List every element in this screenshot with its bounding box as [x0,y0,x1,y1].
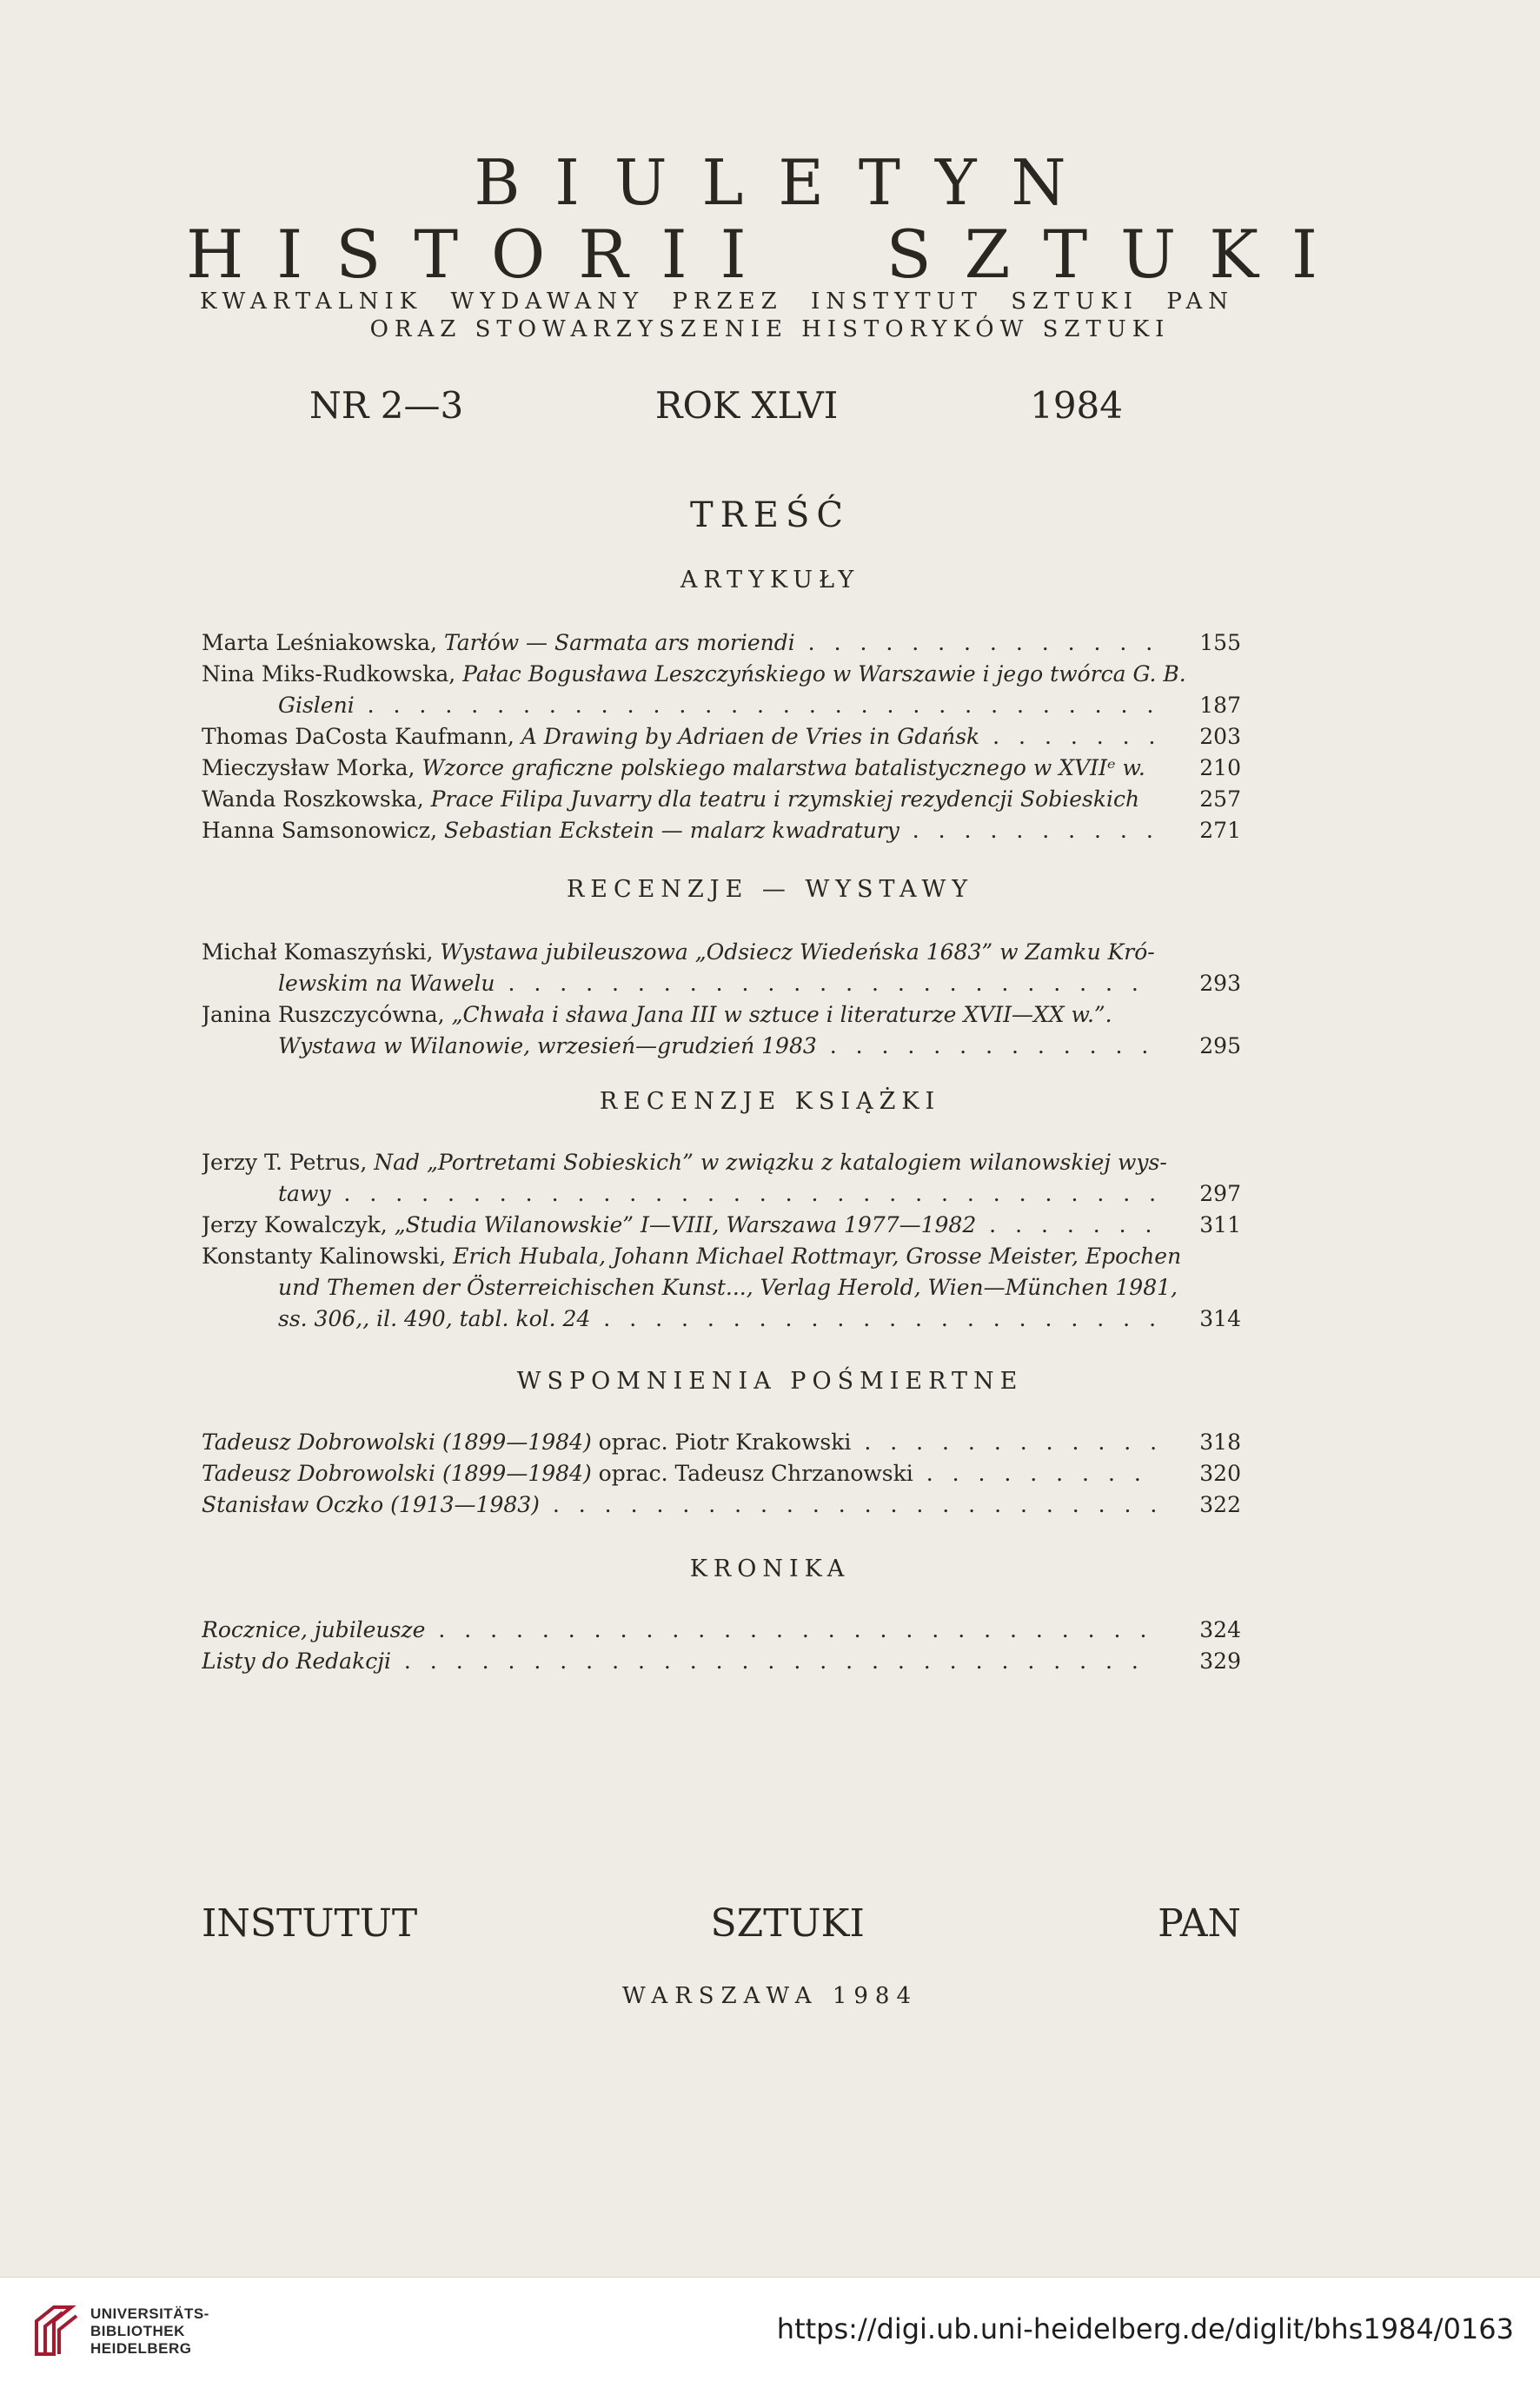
toc-entry[interactable]: Hanna Samsonowicz, Sebastian Eckstein — malarz kwadratury . . . 271 [202,815,1241,846]
page-number: 318 [1199,1429,1241,1455]
toc-entry-continuation: Wystawa w Wilanowie, wrzesień—grudzień 1983 . . . 295 [202,1031,1241,1062]
toc-entry[interactable]: Jerzy T. Petrus, Nad „Portretami Sobieskich” w związku z katalogiem wilanowskiej wys- [202,1150,1167,1175]
page-number: 322 [1199,1492,1241,1517]
page-number: 293 [1199,971,1241,996]
issue-year: 1984 [1030,384,1123,427]
toc-entry[interactable]: Stanisław Oczko (1913—1983) . . . 322 [202,1489,1241,1521]
library-name: UNIVERSITÄTS- BIBLIOTHEK HEIDELBERG [90,2305,209,2357]
page-number: 311 [1199,1212,1241,1237]
journal-title-line2: HISTORII SZTUKI [186,216,1351,293]
toc-entry[interactable]: Janina Ruszczycówna, „Chwała i sława Jana III w sztuce i literaturze XVII—XX w.”. [202,1002,1112,1027]
page-number: 295 [1199,1033,1241,1058]
page-number: 297 [1199,1181,1241,1206]
journal-title-line1: BIULETYN [474,146,1101,219]
page-number: 203 [1199,724,1241,749]
toc-entry-continuation: tawy . . . 297 [202,1178,1241,1210]
page-number: 271 [1199,818,1241,843]
page-number: 257 [1199,786,1241,812]
section-heading-wspomnienia: WSPOMNIENIA POŚMIERTNE [516,1368,1024,1395]
journal-subtitle-line2: ORAZ STOWARZYSZENIE HISTORYKÓW SZTUKI [369,316,1171,342]
toc-exhibition-reviews [202,937,1241,1062]
toc-entry[interactable]: Mieczysław Morka, Wzorce graficzne polskiego malarstwa batalistycznego w XVIIᵉ w. 210 [202,753,1241,784]
issue-volume: ROK XLVI [654,384,839,427]
issue-info [309,384,1123,427]
toc-entry-continuation: Gisleni . . . 187 [202,690,1241,721]
page-number: 329 [1199,1648,1241,1674]
toc-entry[interactable]: Listy do Redakcji . . . 329 [202,1646,1241,1677]
toc-entry[interactable]: Rocznice, jubileusze . . . 324 [202,1615,1241,1646]
section-heading-artykuly: ARTYKUŁY [680,567,860,594]
page-number: 210 [1199,755,1241,780]
page-number: 320 [1199,1461,1241,1486]
page-number: 187 [1199,693,1241,718]
permalink-url[interactable]: https://digi.ub.uni-heidelberg.de/diglit/bhs1984/0163 [776,2312,1514,2345]
toc-entry[interactable]: Jerzy Kowalczyk, „Studia Wilanowskie” I—VIII, Warszawa 1977—1982 . . . 311 [202,1210,1241,1241]
toc-title: TREŚĆ [689,495,850,535]
toc-entry[interactable]: Nina Miks-Rudkowska, Pałac Bogusława Leszczyńskiego w Warszawie i jego twórca G. B. [202,661,1186,687]
toc-entry[interactable]: Wanda Roszkowska, Prace Filipa Juvarry dla teatru i rzymskiej rezydencji Sobieskich 257 [202,784,1241,815]
page-number: 314 [1199,1306,1241,1331]
toc-articles [202,627,1241,846]
publication-place-year: WARSZAWA 1984 [621,1983,919,2009]
toc-entry[interactable]: Konstanty Kalinowski, Erich Hubala, Johann Michael Rottmayr, Grosse Meister, Epochen [202,1244,1182,1269]
toc-entry[interactable]: Michał Komaszyński, Wystawa jubileuszowa „Odsiecz Wiedeńska 1683” w Zamku Kró- [202,939,1155,965]
section-heading-recenzje-wystawy: RECENZJE — WYSTAWY [566,876,974,903]
toc-entry[interactable]: Tadeusz Dobrowolski (1899—1984) oprac. Tadeusz Chrzanowski . . . 320 [202,1458,1241,1489]
publisher-name: INSTUTUT SZTUKI PAN [202,1901,1241,1946]
viewer-footer-bar [0,2277,1540,2388]
toc-entry[interactable]: Tadeusz Dobrowolski (1899—1984) oprac. Piotr Krakowski . . . 318 [202,1427,1241,1458]
toc-entry-continuation: lewskim na Wawelu . . . 293 [202,968,1241,999]
section-heading-kronika: KRONIKA [689,1556,851,1582]
toc-entry-continuation: und Themen der Österreichischen Kunst..., Verlag Herold, Wien—München 1981, [278,1275,1178,1300]
toc-entry-continuation: ss. 306,, il. 490, tabl. kol. 24 . . . 314 [202,1303,1241,1335]
toc-chronicle [202,1615,1241,1677]
toc-entry[interactable]: Thomas DaCosta Kaufmann, A Drawing by Adriaen de Vries in Gdańsk . . . 203 [202,721,1241,753]
toc-entry[interactable]: Marta Leśniakowska, Tarłów — Sarmata ars moriendi . . . 155 [202,627,1241,659]
journal-subtitle-line1: KWARTALNIK WYDAWANY PRZEZ INSTYTUT SZTUKI PAN [200,289,1234,315]
page-number: 324 [1199,1617,1241,1642]
toc-obituaries [202,1427,1241,1521]
issue-number: NR 2—3 [309,384,464,427]
section-heading-recenzje-ksiazki: RECENZJE KSIĄŻKI [599,1088,941,1115]
toc-book-reviews [202,1147,1241,1335]
page-number: 155 [1199,630,1241,655]
library-logo-icon[interactable] [33,2304,82,2358]
